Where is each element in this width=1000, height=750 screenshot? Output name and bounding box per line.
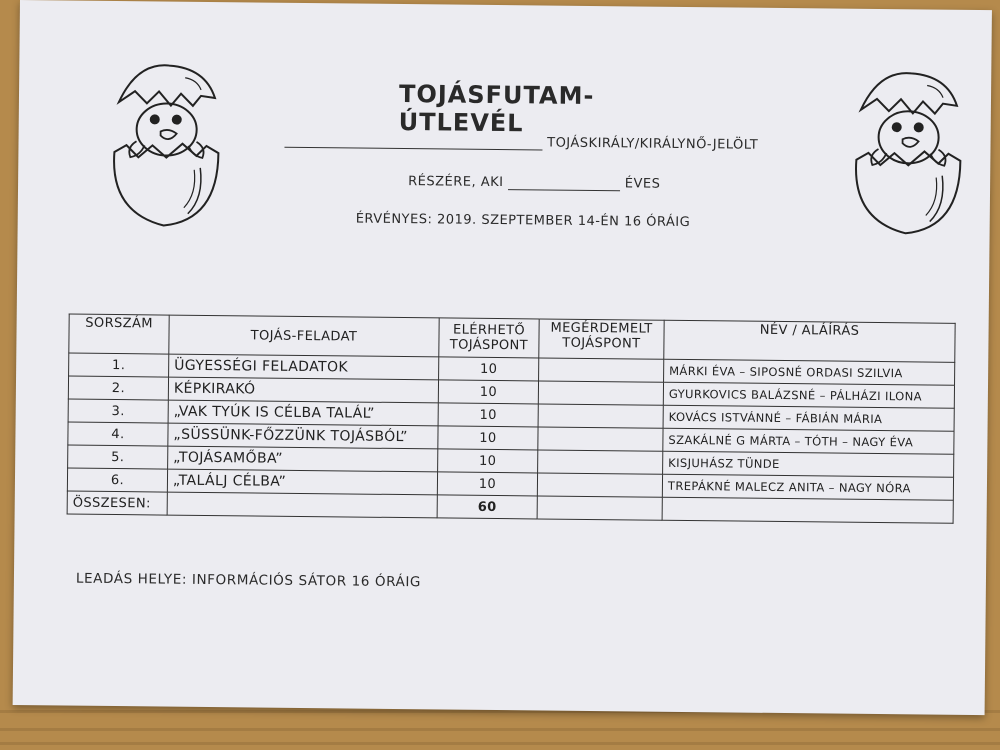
header-available	[439, 318, 539, 358]
row-task: „TALÁLJ CÉLBA”	[167, 469, 437, 495]
row-points: 10	[438, 426, 538, 450]
for-suffix: ÉVES	[624, 176, 661, 192]
row-task: ÜGYESSÉGI FELADATOK	[169, 354, 439, 380]
row-number: 6.	[67, 468, 167, 492]
validity-text: ÉRVÉNYES: 2019. SZEPTEMBER 14-ÉN 16 ÓRÁIG	[355, 211, 691, 231]
row-number: 3.	[68, 399, 168, 423]
row-task: KÉPKIRAKÓ	[168, 377, 438, 403]
for-prefix: RÉSZÉRE, AKI	[408, 174, 504, 191]
row-points: 10	[437, 472, 537, 496]
row-name: KISJUHÁSZ TÜNDE	[663, 451, 954, 477]
row-task: „TOJÁSAMŐBA”	[168, 446, 438, 472]
age-blank[interactable]	[508, 189, 620, 191]
row-task: „VAK TYÚK IS CÉLBA TALÁL”	[168, 400, 438, 426]
header-earned	[539, 319, 664, 359]
total-label: ÖSSZESEN:	[67, 491, 167, 515]
header-task: TOJÁS-FELADAT	[169, 315, 439, 357]
age-line	[408, 174, 660, 192]
row-earned[interactable]	[537, 473, 662, 497]
row-name: MÁRKI ÉVA – SIPOSNÉ ORDASI SZILVIA	[664, 359, 955, 385]
row-points: 10	[438, 380, 538, 404]
row-points: 10	[439, 357, 539, 381]
row-name: TREPÁKNÉ MALECZ ANITA – NAGY NÓRA	[662, 474, 953, 500]
row-number: 4.	[68, 422, 168, 446]
drop-off-location: LEADÁS HELYE: INFORMÁCIÓS SÁTOR 16 ÓRÁIG	[75, 570, 422, 591]
passport-sheet	[13, 0, 992, 715]
total-name	[662, 497, 953, 523]
row-earned[interactable]	[538, 381, 663, 405]
total-points: 60	[437, 495, 537, 519]
header-available-line1: ELÉRHETŐ	[452, 322, 526, 339]
row-name: SZAKÁLNÉ G MÁRTA – TÓTH – NAGY ÉVA	[663, 428, 954, 454]
row-number: 1.	[69, 353, 169, 377]
row-points: 10	[438, 449, 538, 473]
header-earned-line1: MEGÉRDEMELT	[550, 320, 653, 337]
row-name: GYURKOVICS BALÁZSNÉ – PÁLHÁZI ILONA	[663, 382, 954, 408]
header-earned-line2: TOJÁSPONT	[562, 335, 641, 352]
header-available-line2: TOJÁSPONT	[449, 337, 529, 354]
candidate-name-blank[interactable]	[284, 147, 542, 151]
hatching-chick-egg-icon	[96, 57, 238, 233]
header-number: SORSZÁM	[69, 314, 169, 354]
total-spacer	[167, 492, 437, 518]
row-earned[interactable]	[538, 404, 663, 428]
candidate-suffix: TOJÁSKIRÁLY/KIRÁLYNŐ-JELÖLT	[547, 135, 759, 153]
total-earned[interactable]	[537, 496, 662, 520]
task-table	[67, 314, 956, 524]
row-name: KOVÁCS ISTVÁNNÉ – FÁBIÁN MÁRIA	[663, 405, 954, 431]
row-earned[interactable]	[538, 427, 663, 451]
hatching-chick-egg-icon	[838, 65, 980, 241]
row-task: „SÜSSÜNK-FŐZZÜNK TOJÁSBÓL”	[168, 423, 438, 449]
document-title: TOJÁSFUTAM-ÚTLEVÉL	[398, 79, 595, 138]
row-number: 2.	[68, 376, 168, 400]
row-points: 10	[438, 403, 538, 427]
header-name: NÉV / ALÁÍRÁS	[664, 320, 955, 362]
row-earned[interactable]	[539, 358, 664, 382]
row-number: 5.	[68, 445, 168, 469]
row-earned[interactable]	[538, 450, 663, 474]
